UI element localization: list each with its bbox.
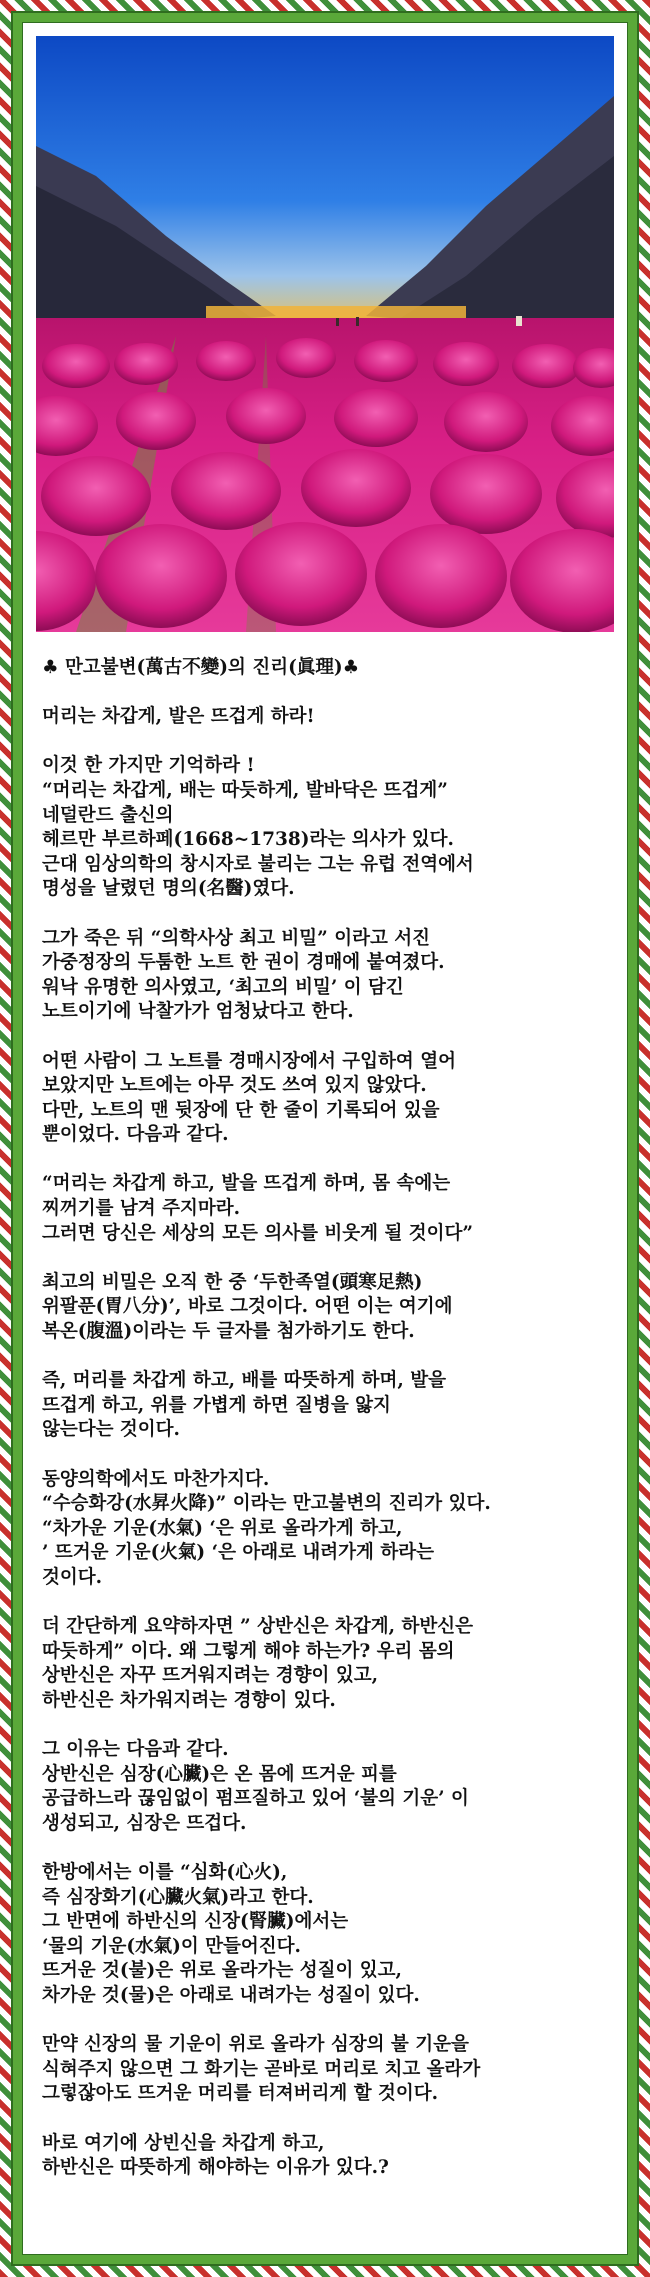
paragraph-1: 머리는 차갑게, 발은 뜨겁게 하라! [42,706,315,728]
paragraph-8: 동양의학에서도 마찬가지다. “수승화강(水昇火降)” 이라는 만고불변의 진리가 있다. “차가운 기운(水氣) ‘은 위로 올라가게 하고, ’ 뜨거운 기운(火氣) ‘은 아래로 내려가게 하라는 것이다. [42,1468,491,1588]
paragraph-6: 최고의 비밀은 오직 한 중 ‘두한족열(頭寒足熱) 위팔푼(胃八分)’, 바로 그것이다. 어떤 이는 여기에 복온(腹溫)이라는 두 글자를 첨가하기도 한다. [42,1271,453,1343]
article-title: ♣ 만고불변(萬古不變)의 진리(眞理)♣ [42,657,360,678]
landscape-illustration [36,36,614,632]
paragraph-4: 어떤 사람이 그 노트를 경매시장에서 구입하여 열어 보았지만 노트에는 아무 것도 쓰여 있지 않았다. 다만, 노트의 맨 뒷장에 단 한 줄이 기록되어 있을 뿐이었다. 다음과 같다. [42,1050,456,1146]
paragraph-7: 즉, 머리를 차갑게 하고, 배를 따뜻하게 하며, 발을 뜨겁게 하고, 위를 가볍게 하면 질병을 앓지 않는다는 것이다. [42,1370,446,1441]
paragraph-3: 그가 죽은 뒤 “의학사상 최고 비밀” 이라고 서진 가중정장의 두툼한 노트 한 권이 경매에 붙여졌다. 워낙 유명한 의사였고, ‘최고의 비밀’ 이 담긴 노트이기에 낙찰가가 엄청났다고 한다. [42,927,445,1023]
paragraph-13: 바로 여기에 상빈신을 차갑게 하고, 하반신은 따뜻하게 해야하는 이유가 있다.? [42,2132,389,2179]
paragraph-12: 만약 신장의 물 기운이 위로 올라가 심장의 불 기운을 식혀주지 않으면 그 화기는 곧바로 머리로 치고 올라가 그렇잖아도 뜨거운 머리를 터져버리게 할 것이다. [42,2034,481,2105]
paragraph-9: 더 간단하게 요약하자면 ” 상반신은 차갑게, 하반신은 따듯하게” 이다. 왜 그렇게 해야 하는가? 우리 몸의 상반신은 자꾸 뜨거워지려는 경향이 있고, 하반신은 차가워지려는 경향이 있다. [42,1616,474,1711]
article-body [42,650,610,2205]
paragraph-2: 이것 한 가지만 기억하라 ! “머리는 차갑게, 배는 따듯하게, 발바닥은 뜨겁게” 네덜란드 출신의 헤르만 부르하페(1668~1738)라는 의사가 있다. 근대 임상의학의 창시자로 불리는 그는 유럽 전역에서 명성을 날렸던 명의(名醫)였다. [42,755,474,900]
paragraph-5: “머리는 차갑게 하고, 발을 뜨겁게 하며, 몸 속에는 찌꺼기를 남겨 주지마라. 그러면 당신은 세상의 모든 의사를 비웃게 될 것이다” [42,1173,474,1244]
paragraph-11: 한방에서는 이를 “심화(心火), 즉 심장화기(心臟火氣)라고 한다. 그 반면에 하반신의 신장(腎臟)에서는 ‘물의 기운(水氣)이 만들어진다. 뜨거운 것(불)은 위로 올라가는 성질이 있고, 차가운 것(물)은 아래로 내려가는 성질이 있다. [42,1862,420,2007]
paragraph-10: 그 이유는 다음과 같다. 상반신은 심장(心臟)은 온 몸에 뜨거운 피를 공급하느라 끊임없이 펌프질하고 있어 ‘불의 기운’ 이 생성되고, 심장은 뜨겁다. [42,1739,469,1834]
kochia-field-photo [36,36,614,632]
